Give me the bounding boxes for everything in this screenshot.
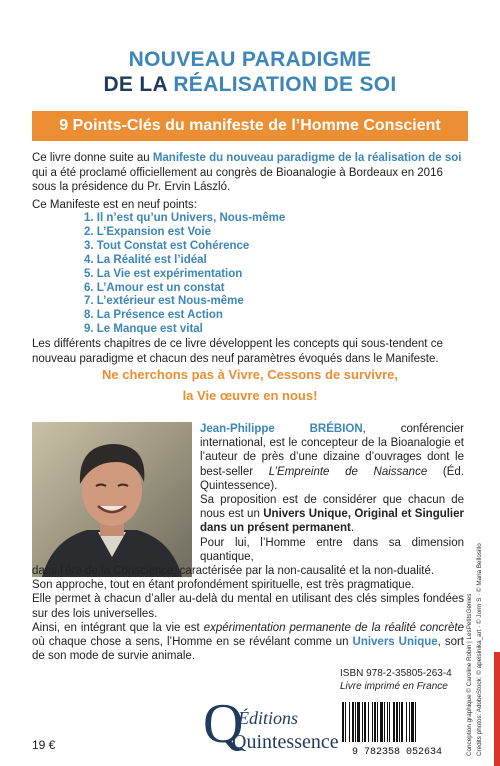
bio-paragraph-3-start: Pour lui, l’Homme entre dans sa dimension quantique,	[200, 536, 464, 563]
barcode-bar	[355, 702, 356, 742]
bio-text: (Éd. Quintessence).	[200, 465, 464, 492]
bio-text: , sort de son mode de survie animale.	[32, 636, 464, 663]
bio-text: où chaque chose a sens, l’Homme en se révélant comme un	[32, 636, 353, 649]
barcode-bar	[380, 702, 383, 742]
barcode-bar	[342, 702, 344, 742]
barcode-bar	[368, 702, 369, 742]
barcode-bar	[411, 702, 414, 742]
barcode-bar	[364, 702, 366, 742]
barcode-bar	[362, 702, 363, 742]
bio-text: , conférencier international, est le concepteur de la Bioanalogie et l’auteur de près d’une dizaine d’ouvrages dont le best-seller	[200, 423, 464, 478]
bio-paragraph-2	[32, 493, 464, 536]
manifesto-points-list	[84, 212, 285, 337]
barcode	[338, 700, 456, 756]
title-line-2	[0, 73, 500, 97]
bio-paragraph-1	[32, 422, 464, 493]
barcode-bar	[349, 702, 350, 742]
list-item: 8. La Présence est Action	[84, 309, 223, 322]
barcode-bar	[399, 702, 400, 742]
bio-paragraph-3-end: dans l’ère de la Conscience, caractérisée par la non-causalité et la non-dualité.	[32, 565, 435, 578]
barcode-bars	[342, 702, 416, 742]
barcode-bar	[374, 702, 376, 742]
book-title: L’Empreinte de Naissance	[268, 465, 428, 478]
quote-line-1: Ne cherchons pas à Vivre, Cessons de survivre,	[101, 367, 399, 382]
barcode-bar	[406, 702, 407, 742]
author-bio	[32, 422, 464, 663]
bio-text: Ainsi, en intégrant que la vie est	[32, 621, 204, 634]
barcode-bar	[384, 702, 385, 742]
title-line-1: NOUVEAU PARADIGME	[128, 48, 372, 71]
intro-paragraph	[32, 151, 464, 195]
list-item: 7. L’extérieur est Nous-même	[84, 295, 244, 308]
bio-text: Sa proposition est de considérer que chacun de nous est un	[200, 494, 464, 521]
bio-italic: expérimentation permanente de la réalité concrète	[203, 621, 464, 634]
barcode-bar	[372, 702, 373, 742]
quote-line-2: la Vie œuvre en nous!	[182, 388, 318, 403]
bio-highlight: Univers Unique, Original et Singulier dans un présent permanent	[200, 508, 465, 535]
manifesto-title-highlight: Manifeste du nouveau paradigme de la réalisation de soi	[152, 152, 462, 164]
barcode-bar	[377, 702, 378, 742]
bio-paragraph-6	[32, 621, 464, 664]
list-item: 2. L’Expansion est Voie	[84, 225, 211, 238]
list-item: 1. Il n’est qu’un Univers, Nous-même	[84, 212, 286, 224]
manifesto-points-intro: Ce Manifeste est en neuf points:	[32, 199, 197, 211]
publisher-logo-line2: Quintessence	[232, 731, 339, 753]
publisher-logo-line1: Éditions	[238, 708, 299, 728]
bio-text: .	[350, 522, 355, 535]
credits-line-2: Crédits photos: AdobeStock: © apelsinika_art · © Jorm S · © Maria Bellosillo	[476, 543, 483, 756]
barcode-bar	[401, 702, 403, 742]
title-line-2-part2: RÉALISATION DE SOI	[173, 73, 397, 96]
title-line-2-part1: DE LA	[103, 73, 174, 96]
list-item: 4. La Réalité est l’idéal	[84, 253, 207, 266]
barcode-bar	[357, 702, 360, 742]
bio-paragraph-4: Son approche, tout en étant profondément spirituelle, est très pragmatique.	[32, 579, 415, 592]
list-item: 5. La Vie est expérimentation	[84, 267, 243, 280]
isbn-block	[340, 667, 452, 693]
svg-text:Q: Q	[203, 693, 244, 755]
list-item: 3. Tout Constat est Cohérence	[84, 239, 250, 252]
barcode-bar	[396, 702, 398, 742]
photo-credits	[462, 543, 492, 758]
barcode-bar	[387, 702, 388, 742]
chapters-paragraph: Les différents chapitres de ce livre développent les concepts qui sous-tendent ce nouveau paradigme et chacun des neuf paramètres évoqués dans le Manifeste.	[32, 338, 443, 365]
bio-paragraph-5: Elle permet à chacun d’aller au-delà du mental en utilisant des clés simples fondées sur des lois universelles.	[32, 593, 464, 620]
list-item: 9. Le Manque est vital	[84, 323, 203, 336]
barcode-bar	[415, 702, 416, 742]
isbn-number: ISBN 978-2-35805-263-4	[340, 668, 452, 679]
printed-in: Livre imprimé en France	[340, 681, 448, 692]
credits-line-1: Conception graphique © Caroline Robin | LesPetitsGénies	[466, 593, 473, 756]
barcode-bar	[393, 702, 395, 742]
barcode-bar	[389, 702, 390, 742]
intro-text-a: Ce livre donne suite au	[32, 152, 153, 164]
intro-text-b: qui a été proclamé officiellement au congrès de Bioanalogie à Bordeaux en 2016 sous la présidence du Pr. Ervin László.	[32, 166, 443, 193]
bio-highlight: Univers Unique	[352, 636, 438, 649]
author-name: Jean-Philippe BRÉBION	[200, 423, 363, 435]
barcode-bar	[345, 702, 346, 742]
price: 19 €	[32, 738, 56, 752]
subtitle-banner: 9 Points-Clés du manifeste de l’Homme Conscient	[32, 111, 468, 141]
barcode-bar	[352, 702, 354, 742]
barcode-bar	[409, 702, 410, 742]
list-item: 6. L’Amour est un constat	[84, 281, 225, 294]
red-edge-bar	[494, 652, 500, 766]
barcode-digits: 9 782358 052634	[351, 747, 443, 758]
quote	[0, 364, 500, 406]
